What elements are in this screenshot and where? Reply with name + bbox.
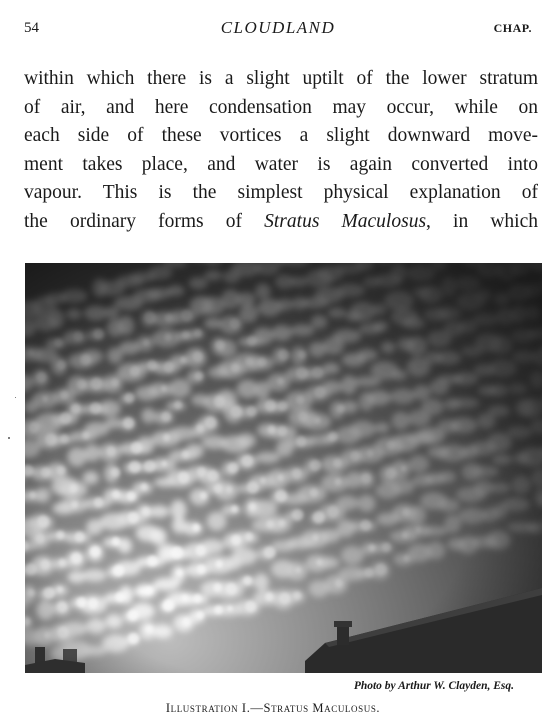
text-fragment: the ordinary forms of [24,210,265,232]
chapter-mark: CHAP. [493,21,532,35]
print-speck [8,437,10,439]
cloud-photo-image [25,263,542,673]
text-fragment: , in which [426,210,538,232]
page-header [24,20,532,40]
print-speck [15,397,16,398]
text-line: ment takes place, and water is again converted into [24,153,538,175]
photo-credit: Photo by Arthur W. Clayden, Esq. [353,680,514,692]
cloud-photograph [25,263,542,673]
text-line: within which there is a slight uptilt of the lower stratum [24,68,538,89]
cloud-type-term: Stratus Maculosus [264,210,427,232]
text-line: of air, and here condensation may occur, while on [24,96,538,118]
page-number: 54 [24,20,39,36]
text-line [24,208,538,237]
running-title: CLOUDLAND [220,18,336,37]
body-paragraph [24,65,538,236]
text-line: vapour. This is the simplest physical explanation of [24,182,538,203]
text-line: each side of these vortices a slight downward move- [24,125,538,146]
figure-caption: Illustration I.—Stratus Maculosus. [165,701,381,715]
